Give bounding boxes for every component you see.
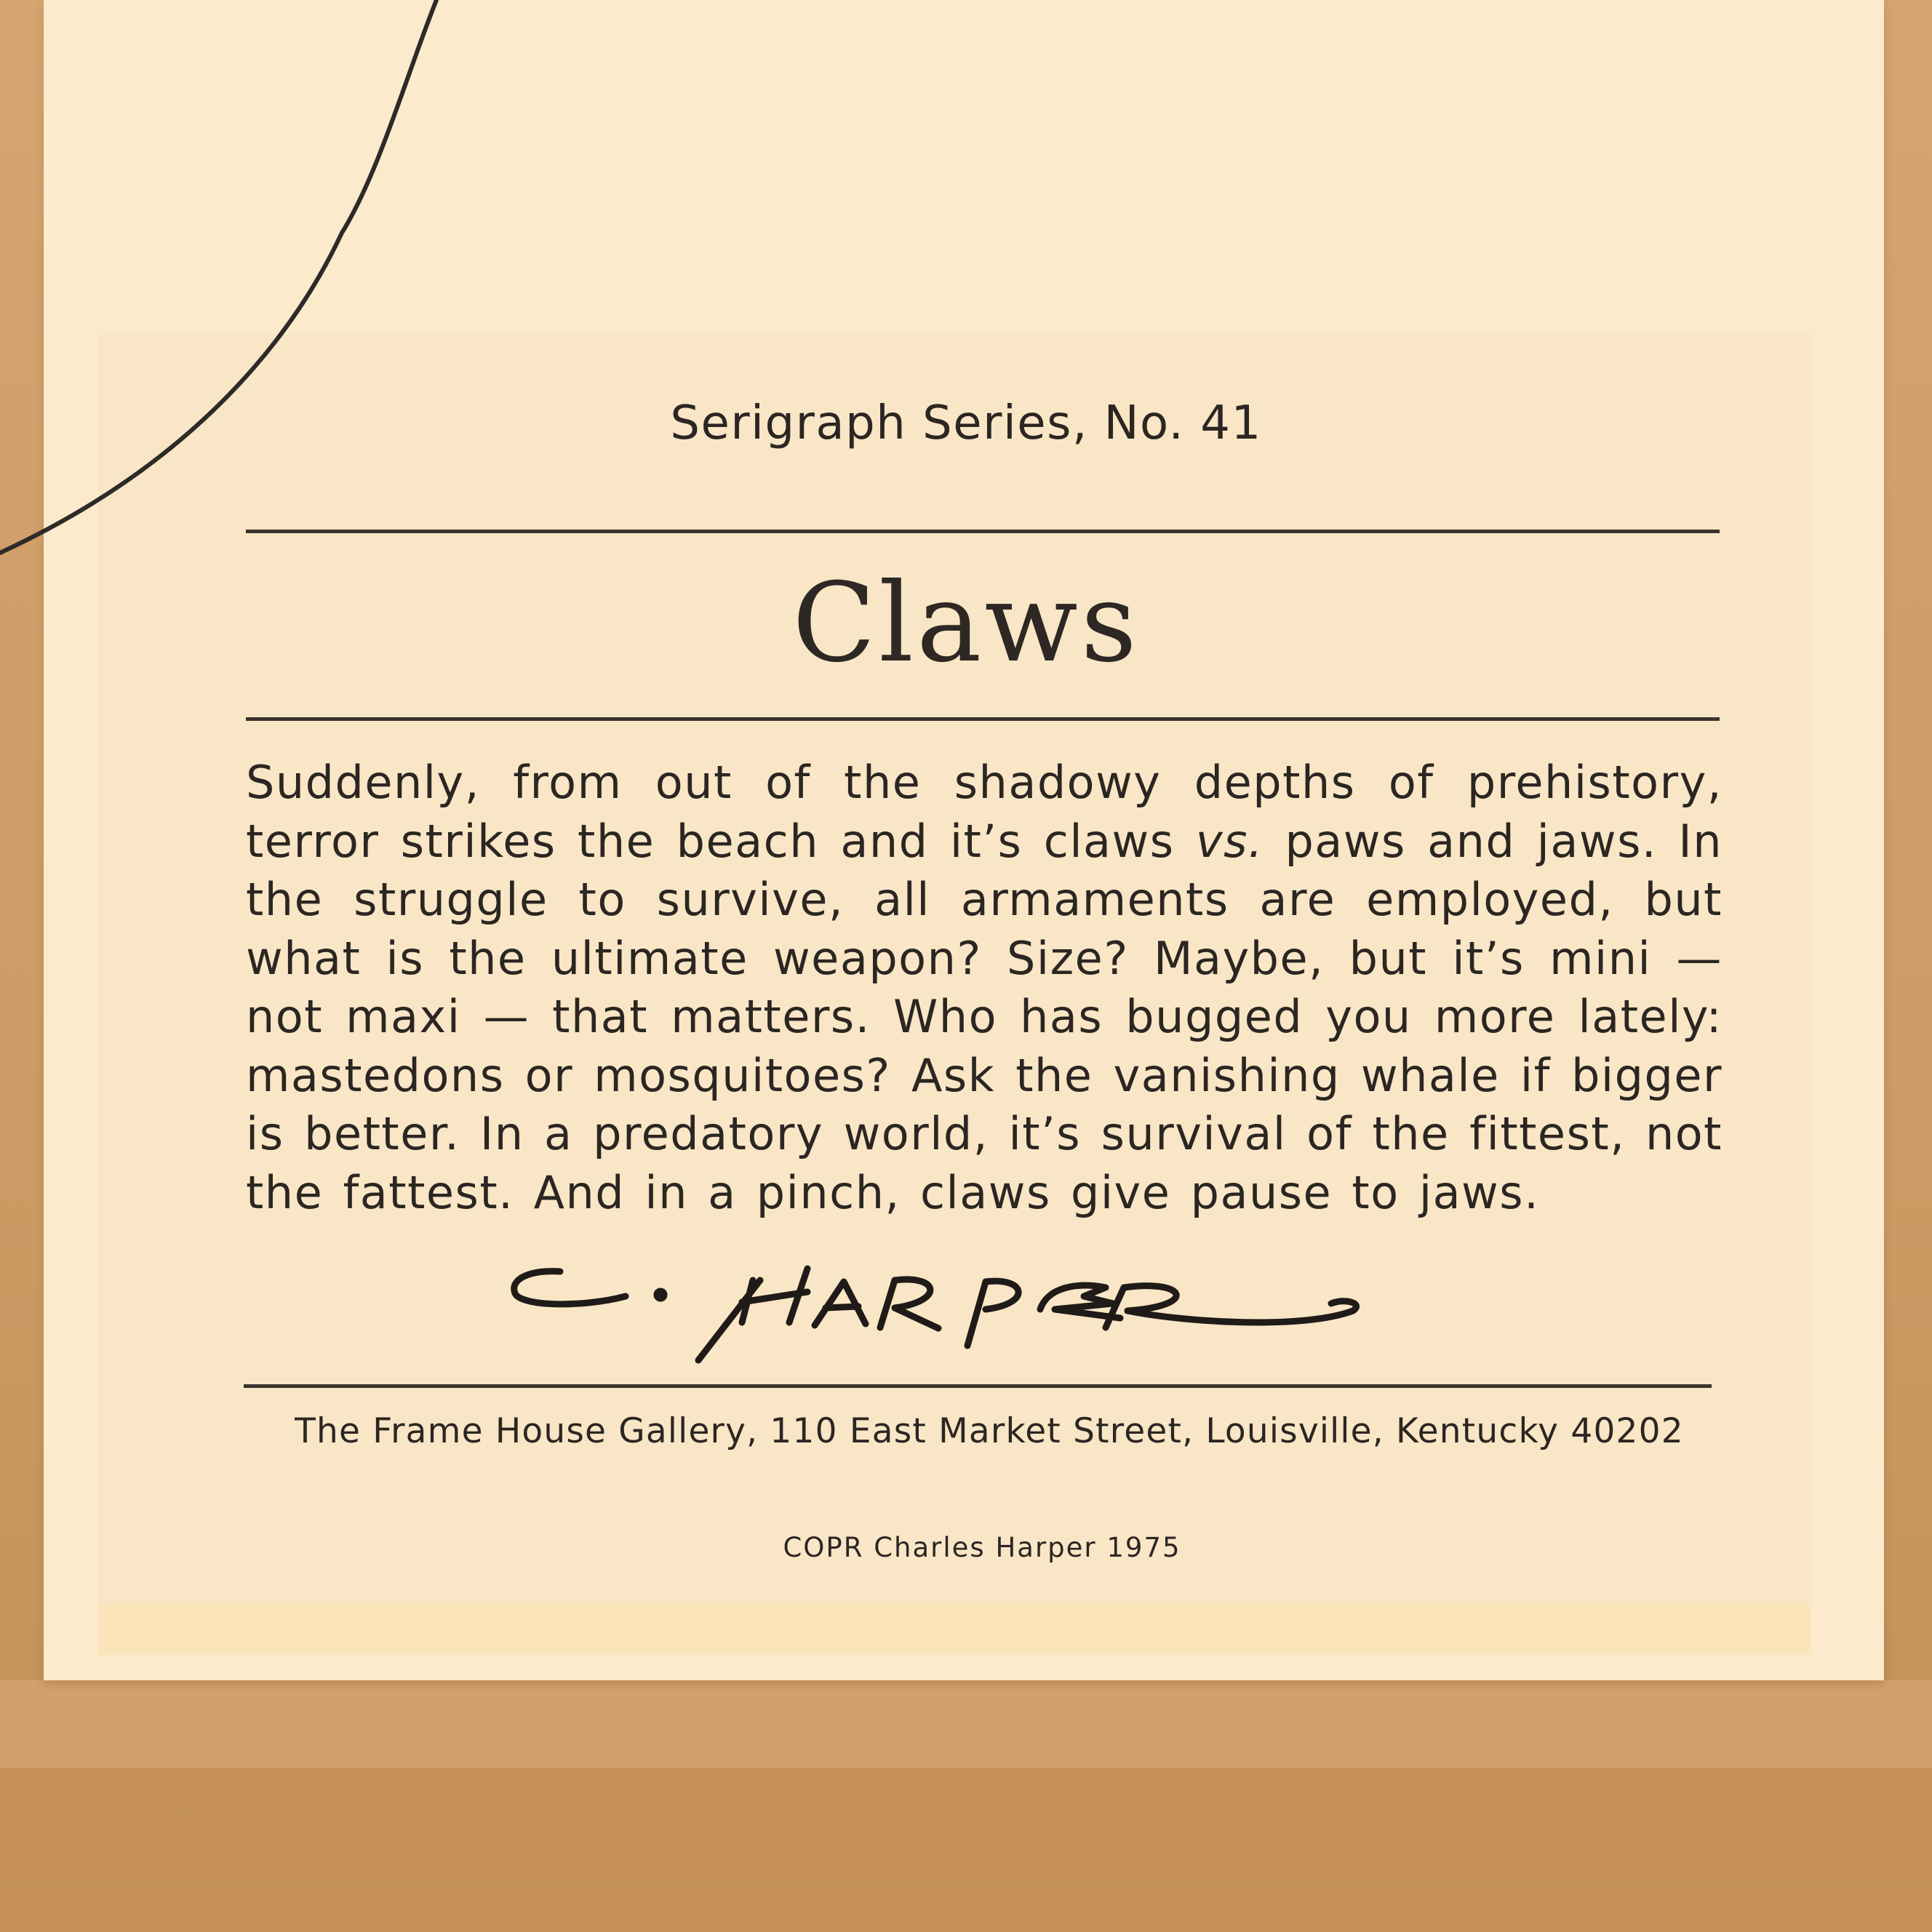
artwork-curve-line	[0, 0, 509, 582]
gallery-address: The Frame House Gallery, 110 East Market Street, Louisville, Kentucky 40202	[295, 1411, 1684, 1451]
description-part-1: Suddenly, from out of the shadowy depths of prehistory, terror strikes the beach and it’s claws	[246, 756, 1723, 868]
description-text	[246, 754, 1723, 1222]
copyright-notice: COPR Charles Harper 1975	[783, 1532, 1181, 1563]
label-bottom-band	[98, 1604, 1811, 1655]
work-title: Claws	[792, 560, 1140, 687]
title-divider	[246, 717, 1720, 721]
signature-divider	[244, 1384, 1712, 1388]
description-part-2: paws and jaws. In the struggle to survive, all armaments are employed, but what is the ultimate weapon? Size? Maybe, but it’s mini — not maxi — that matters. Who has bugged you more lately: mastedons or mosquitoes? Ask the vanishing whale if bigger is better. In a predatory world, it’s survival of the fittest, not the fattest. And in a pinch, claws give pause to jaws.	[246, 814, 1723, 1219]
artist-signature	[502, 1237, 1462, 1382]
top-divider	[246, 530, 1720, 533]
backing-edge-strip	[0, 1680, 1932, 1768]
description-italic: vs.	[1195, 814, 1264, 868]
series-title: Serigraph Series, No. 41	[670, 396, 1262, 450]
